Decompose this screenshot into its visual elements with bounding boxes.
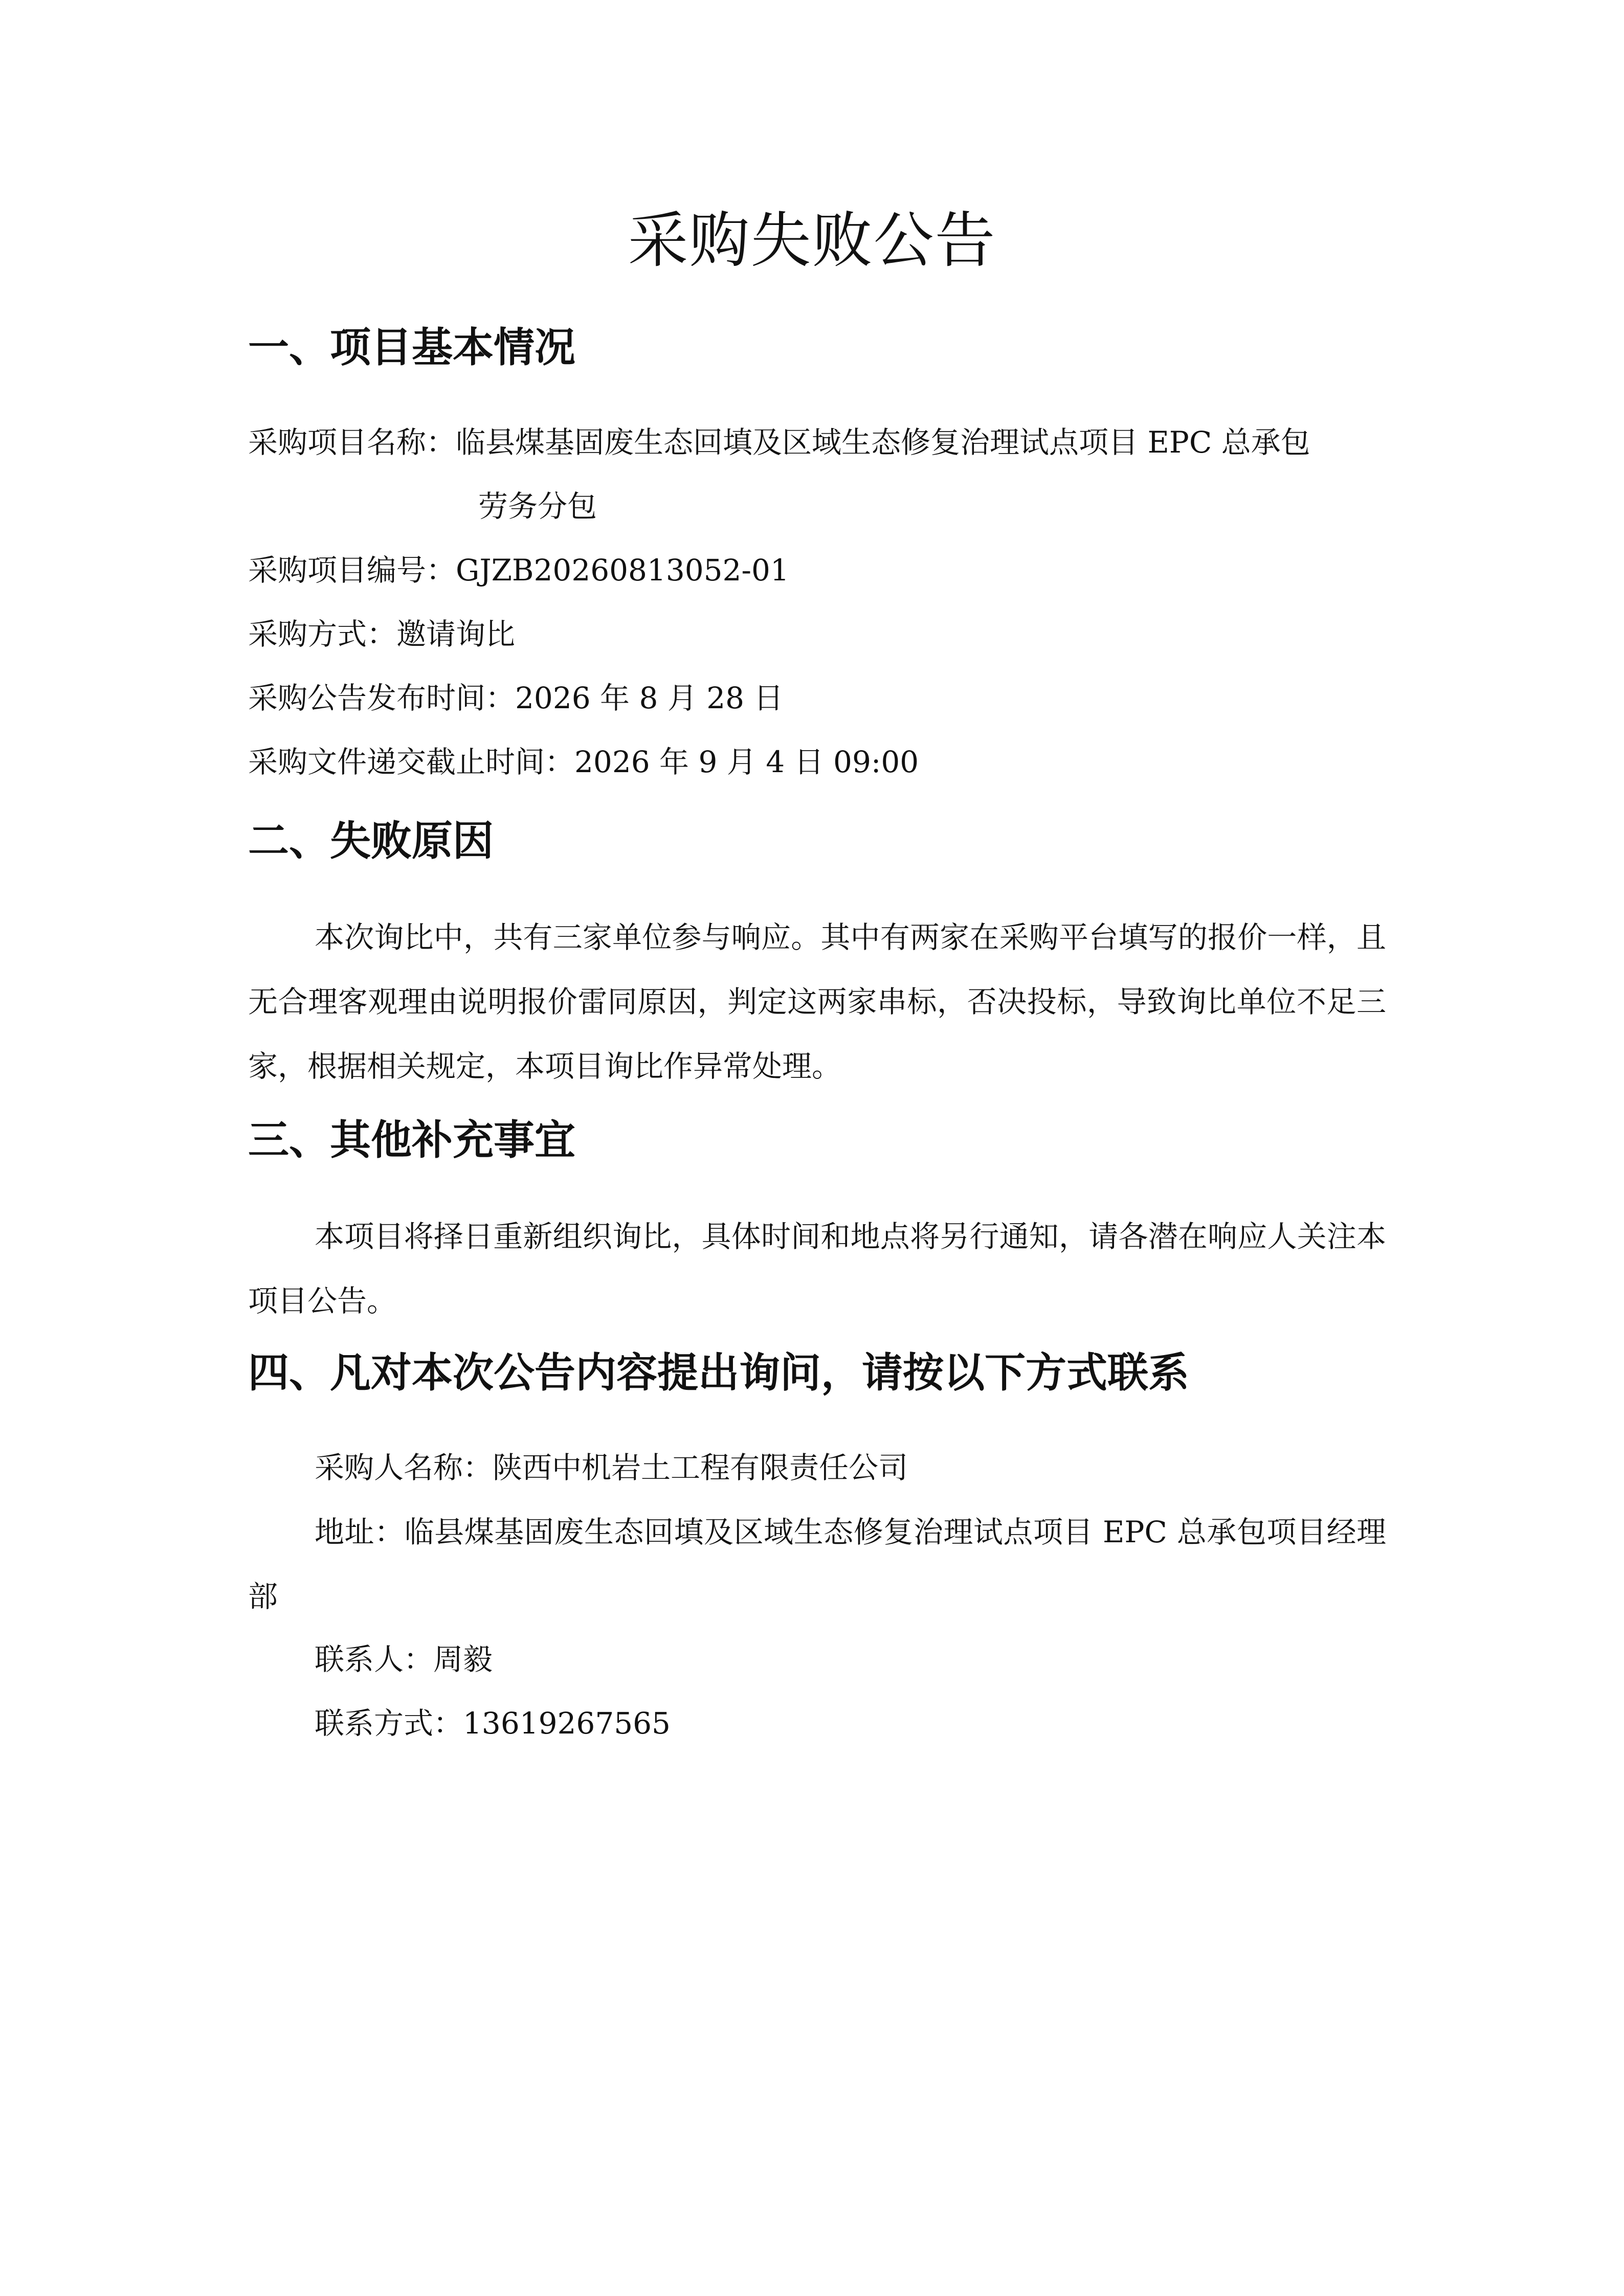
contact-person-row bbox=[315, 1639, 493, 1680]
project-name-label: 采购项目名称： bbox=[248, 425, 456, 460]
document-title: 采购失败公告 bbox=[628, 205, 996, 276]
purchaser-row bbox=[315, 1447, 908, 1488]
deadline-label: 采购文件递交截止时间： bbox=[248, 745, 575, 779]
project-number-value: GJZB20260813052-01 bbox=[456, 553, 789, 588]
contact-person-value: 周毅 bbox=[433, 1642, 493, 1677]
contact-phone-label: 联系方式： bbox=[315, 1706, 463, 1741]
contact-phone-row bbox=[315, 1703, 671, 1744]
deadline-row bbox=[248, 741, 919, 782]
publish-time-row bbox=[248, 678, 784, 718]
purchaser-label: 采购人名称： bbox=[315, 1450, 493, 1485]
publish-time-label: 采购公告发布时间： bbox=[248, 681, 516, 715]
purchaser-value: 陕西中机岩土工程有限责任公司 bbox=[493, 1450, 908, 1485]
address-paragraph bbox=[248, 1500, 1386, 1629]
procurement-method-value: 邀请询比 bbox=[396, 617, 516, 651]
contact-phone-value: 13619267565 bbox=[463, 1706, 671, 1741]
procurement-method-label: 采购方式： bbox=[248, 617, 397, 651]
project-number-row bbox=[248, 550, 789, 591]
deadline-value: 2026 年 9 月 4 日 09:00 bbox=[574, 745, 919, 779]
address-label: 地址： bbox=[315, 1515, 405, 1549]
project-name-row bbox=[248, 422, 1310, 463]
section-heading-failure-reason: 二、失败原因 bbox=[248, 817, 494, 865]
address-value: 临县煤基固废生态回填及区域生态修复治理试点项目 EPC 总承包项目经理部 bbox=[248, 1515, 1386, 1614]
project-name-value-continued: 劳务分包 bbox=[478, 489, 597, 524]
project-name-value: 临县煤基固废生态回填及区域生态修复治理试点项目 EPC 总承包 bbox=[456, 425, 1310, 460]
publish-time-value: 2026 年 8 月 28 日 bbox=[515, 681, 784, 715]
section-heading-basic-info: 一、项目基本情况 bbox=[248, 324, 575, 371]
procurement-method-row bbox=[248, 614, 515, 655]
contact-person-label: 联系人： bbox=[315, 1642, 434, 1677]
section-heading-contact: 四、凡对本次公告内容提出询问，请按以下方式联系 bbox=[248, 1349, 1189, 1397]
project-number-label: 采购项目编号： bbox=[248, 553, 456, 588]
other-matters-paragraph: 本项目将择日重新组织询比，具体时间和地点将另行通知，请各潜在响应人关注本项目公告。 bbox=[248, 1219, 1386, 1318]
section-heading-other-matters: 三、其他补充事宜 bbox=[248, 1116, 575, 1164]
failure-reason-paragraph: 本次询比中，共有三家单位参与响应。其中有两家在采购平台填写的报价一样，且无合理客观理由说明报价雷同原因，判定这两家串标，否决投标，导致询比单位不足三家，根据相关规定，本项目询比作异常处理。 bbox=[248, 920, 1386, 1084]
